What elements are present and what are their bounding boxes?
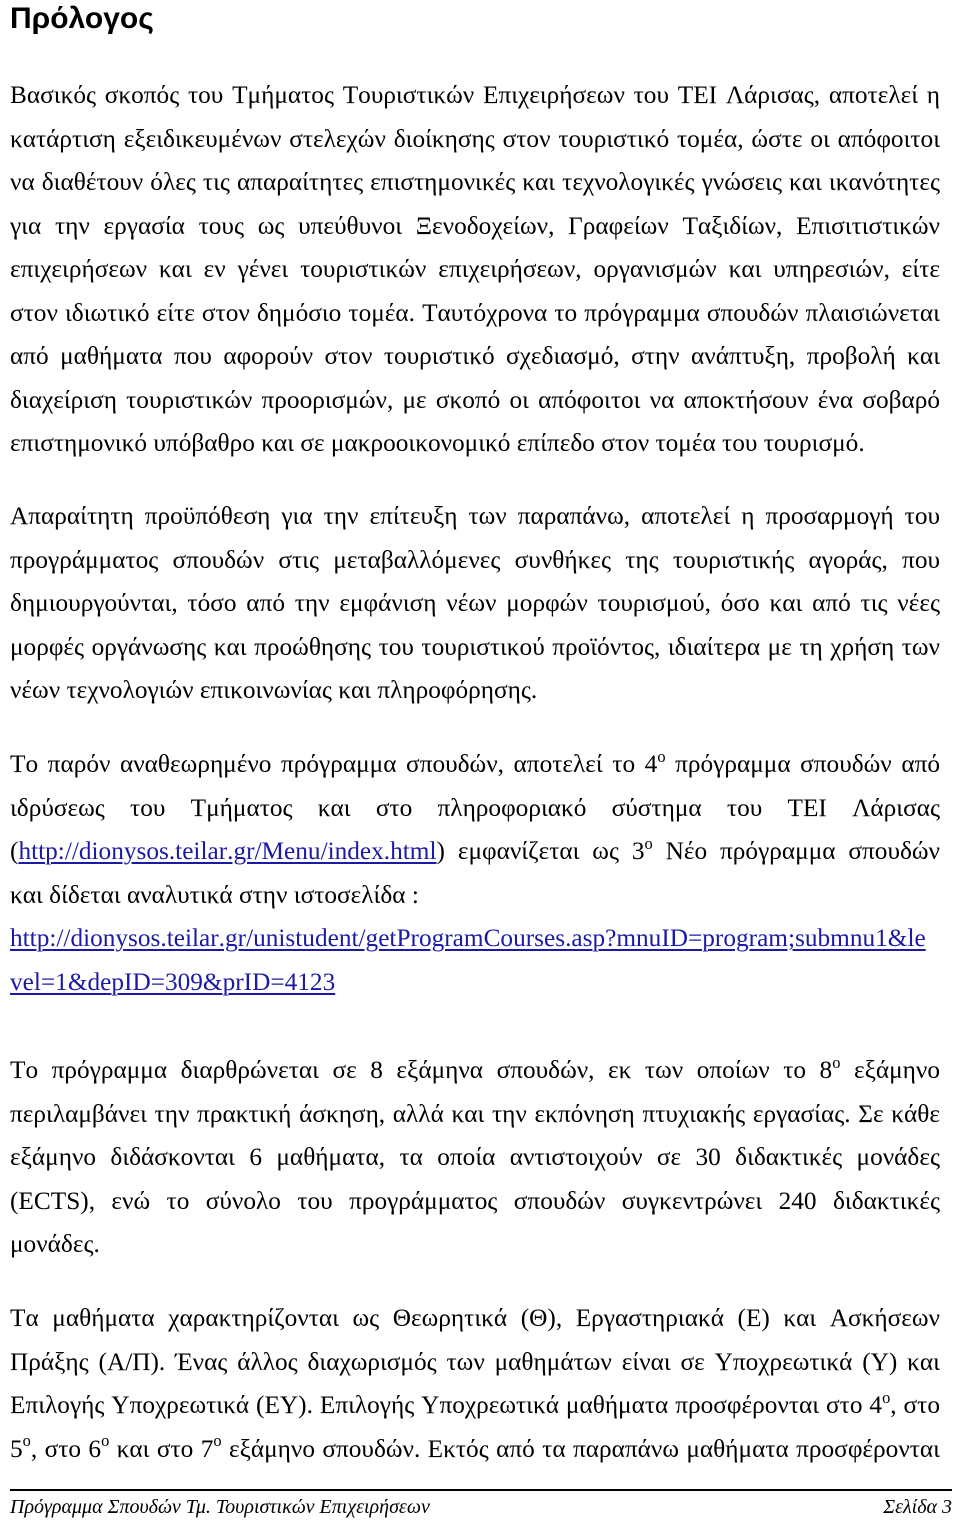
- text-line: [10, 961, 940, 1005]
- text-line: [10, 1428, 940, 1472]
- ordinal-superscript: ο: [101, 1431, 110, 1451]
- paragraph-revised-curriculum: [10, 743, 940, 1004]
- text-segment: Επιλογής Υποχρεωτικά (ΕΥ). Επιλογής Υποχρεωτικά μαθήματα προσφέρονται στο 4: [10, 1391, 883, 1419]
- text-line: και δίδεται αναλυτικά στην ιστοσελίδα :: [10, 880, 419, 909]
- text-line: στον ιδιωτικό είτε στον δημόσιο τομέα. Ταυτόχρονα το πρόγραμμα σπουδών πλαισιώνεται: [10, 298, 940, 327]
- text-line: για την εργασία τους ως υπεύθυνοι Ξενοδοχείων, Γραφείων Ταξιδίων, Επισιτιστικών: [10, 211, 940, 240]
- text-line: Απαραίτητη προϋπόθεση για την επίτευξη των παραπάνω, αποτελεί η προσαρμογή του: [10, 502, 940, 530]
- text-line: επιχειρήσεων και εν γένει τουριστικών επιχειρήσεων, οργανισμών και υπηρεσιών, είτε: [10, 255, 940, 283]
- text-line: κατάρτιση εξειδικευμένων στελεχών διοίκησης στον τουριστικό τομέα, ώστε οι απόφοιτοι: [10, 124, 940, 153]
- hyperlink-program-courses[interactable]: http://dionysos.teilar.gr/unistudent/getProgramCourses.asp?mnuID=program;submnu1&le: [10, 924, 926, 952]
- page-title: Πρόλογος: [10, 2, 154, 35]
- text-segment: 5: [10, 1434, 23, 1463]
- text-line: Τα μαθήματα χαρακτηρίζονται ως Θεωρητικά (Θ), Εργαστηριακά (Ε) και Ασκήσεων: [10, 1304, 940, 1332]
- text-segment: εξάμηνο σπουδών. Εκτός από τα παραπάνω μαθήματα προσφέρονται: [221, 1434, 940, 1463]
- text-line: μονάδες.: [10, 1230, 100, 1258]
- footer-page-number: Σελίδα 3: [883, 1496, 952, 1518]
- text-line: Βασικός σκοπός του Τμήματος Τουριστικών Επιχειρήσεων του ΤΕΙ Λάρισας, αποτελεί η: [10, 81, 940, 109]
- ordinal-superscript: ο: [22, 1431, 31, 1451]
- text-line: επιστημονικό υπόβαθρο και σε μακροοικονομικό επίπεδο στον τομέα του τουρισμό.: [10, 429, 865, 457]
- text-line: από μαθήματα που αφορούν στον τουριστικό σχεδιασμό, στην ανάπτυξη, προβολή και: [10, 342, 940, 370]
- text-segment: εξάμηνο: [840, 1056, 940, 1084]
- paragraph-course-types: [10, 1297, 940, 1471]
- text-segment: πρόγραμμα σπουδών από: [665, 750, 940, 778]
- text-line: διαχείριση τουριστικών προορισμών, με σκοπό οι απόφοιτοι να αποκτήσουν ένα σοβαρό: [10, 385, 940, 414]
- text-segment: Το πρόγραμμα διαρθρώνεται σε 8 εξάμηνα σπουδών, εκ των οποίων το 8: [10, 1056, 833, 1084]
- text-line: να διαθέτουν όλες τις απαραίτητες επιστημονικές και τεχνολογικές γνώσεις και ικανότητες: [10, 168, 940, 196]
- hyperlink-program-courses-continued[interactable]: vel=1&depID=309&prID=4123: [10, 967, 336, 996]
- text-line: (ECTS), ενώ το σύνολο του προγράμματος σπουδών συγκεντρώνει 240 διδακτικές: [10, 1186, 940, 1215]
- text-segment: Νέο πρόγραμμα σπουδών: [652, 837, 940, 865]
- ordinal-superscript: ο: [832, 1052, 841, 1072]
- ordinal-superscript: ο: [657, 746, 666, 766]
- ordinal-superscript: ο: [644, 833, 653, 853]
- paragraph-program-goals: [10, 74, 940, 466]
- text-segment: , στο: [890, 1391, 940, 1419]
- text-line: [10, 917, 940, 961]
- text-segment: (: [10, 837, 19, 865]
- text-line: ιδρύσεως του Τμήματος και στο πληροφοριακό σύστημα του ΤΕΙ Λάρισας: [10, 793, 940, 822]
- text-line: [10, 1384, 940, 1428]
- text-line: [10, 743, 940, 787]
- text-line: προγράμματος σπουδών στις μεταβαλλόμενες συνθήκες της τουριστικής αγοράς, που: [10, 545, 940, 574]
- text-line: δημιουργούνται, τόσο από την εμφάνιση νέων μορφών τουρισμού, όσο και από τις νέες: [10, 589, 940, 617]
- paragraph-curriculum-adaptation: [10, 495, 940, 713]
- text-line: μορφές οργάνωσης και προώθησης του τουριστικού προϊόντος, ιδιαίτερα με τη χρήση των: [10, 632, 940, 661]
- text-segment: και στο 7: [109, 1434, 214, 1463]
- text-segment: , στο 6: [30, 1434, 102, 1463]
- text-segment: Το παρόν αναθεωρημένο πρόγραμμα σπουδών, αποτελεί το 4: [10, 750, 658, 778]
- footer-document-title: Πρόγραμμα Σπουδών Τμ. Τουριστικών Επιχειρήσεων: [10, 1496, 430, 1518]
- hyperlink-menu-index[interactable]: http://dionysos.teilar.gr/Menu/index.html: [18, 837, 437, 865]
- text-line: περιλαμβάνει την πρακτική άσκηση, αλλά και την εκπόνηση πτυχιακής εργασίας. Σε κάθε: [10, 1099, 940, 1128]
- footer-divider: [10, 1489, 952, 1491]
- text-line: [10, 1049, 940, 1093]
- text-line: [10, 830, 940, 874]
- paragraph-semester-structure: [10, 1049, 940, 1267]
- text-line: Πράξης (Α/Π). Ένας άλλος διαχωρισμός των μαθημάτων είναι σε Υποχρεωτικά (Υ) και: [10, 1347, 940, 1376]
- text-line: νέων τεχνολογιών επικοινωνίας και πληροφόρησης.: [10, 676, 538, 704]
- text-line: εξάμηνο διδάσκονται 6 μαθήματα, τα οποία αντιστοιχούν σε 30 διδακτικές μονάδες: [10, 1143, 940, 1171]
- ordinal-superscript: ο: [213, 1431, 222, 1451]
- ordinal-superscript: ο: [882, 1387, 891, 1407]
- text-segment: ) εμφανίζεται ως 3: [436, 837, 645, 865]
